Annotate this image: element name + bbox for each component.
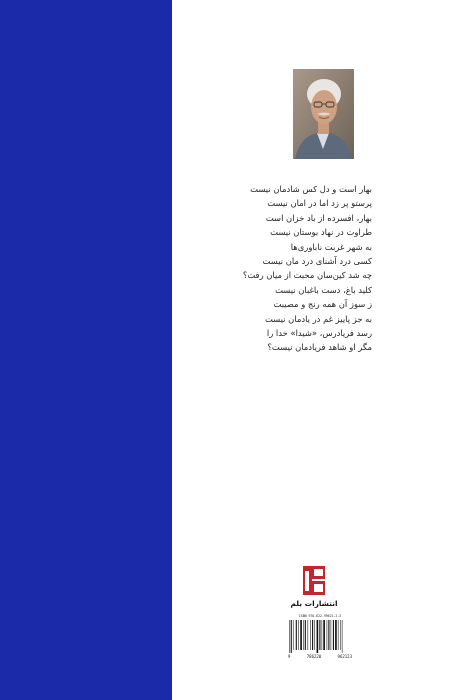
barcode-bar: [314, 620, 315, 650]
barcode-bar: [289, 620, 290, 653]
barcode-bar: [338, 620, 339, 650]
barcode-bar: [340, 620, 341, 650]
poem-line: رسد فریادرس، «شیدا» خدا را: [266, 328, 372, 339]
barcode-bar: [298, 620, 299, 650]
barcode-bar: [335, 620, 337, 650]
barcode-bar: [333, 620, 334, 650]
barcode-bar: [342, 620, 343, 653]
barcode-bar: [303, 620, 304, 650]
barcode-bar: [327, 620, 328, 650]
barcode-bar: [328, 620, 329, 650]
author-portrait-image: [293, 69, 354, 159]
poem-line: به جز پاییز غم در یادمان نیست: [264, 313, 372, 324]
blue-spine-panel: [0, 0, 172, 700]
poem-line: ز سوز آن همه رنج و مصیبت: [273, 299, 372, 310]
barcode-digits-right: 962123: [337, 654, 352, 659]
poem-line: کلید باغ، دست باغبان نیست: [275, 284, 372, 295]
barcode-bars: [286, 619, 354, 653]
barcode-bar: [322, 620, 323, 650]
publisher-logo-icon: [302, 565, 326, 596]
poem-line: به شهر غربت ناباوری‌ها: [290, 241, 372, 252]
poem-line: کسی درد آشنای درد مان نیست: [262, 256, 372, 267]
barcode-bar: [308, 620, 309, 650]
publisher-name: انتشارات بلم: [290, 599, 338, 608]
poem-text: [236, 182, 372, 355]
barcode-bar: [331, 620, 332, 650]
barcode-digit-left: 9: [288, 654, 291, 659]
barcode-bar: [310, 620, 311, 650]
poem-line: پرستو پر زد اما در امان نیست: [267, 198, 372, 209]
isbn-number: ISBN 978-622-99621-2-3: [298, 614, 342, 618]
poem-line: مگر او شاهد فریادمان نیست؟: [267, 342, 372, 353]
barcode-bar: [317, 620, 319, 653]
poem-line: بهار است و دل کس شادمان نیست: [250, 184, 372, 194]
barcode-bar: [305, 620, 306, 650]
poem-line: چه شد کین‌سان محبت از میان رفت؟: [242, 270, 372, 281]
barcode-bar: [300, 620, 302, 650]
barcode-bar: [291, 620, 292, 653]
isbn-barcode: [286, 614, 354, 662]
poem-line: طراوت در نهاد بوستان نیست: [270, 227, 372, 238]
barcode-bar: [323, 620, 325, 650]
poem-line: بهار، افسرده از باد خزان است: [265, 212, 372, 223]
barcode-bar: [296, 620, 297, 650]
author-photo: [293, 69, 354, 159]
barcode-bar: [312, 620, 313, 650]
barcode-bar: [319, 620, 320, 650]
publisher-logo: [302, 565, 326, 596]
barcode-digits-mid: 786220: [306, 654, 322, 659]
barcode-digits: [286, 654, 354, 659]
barcode-bar: [293, 620, 294, 650]
